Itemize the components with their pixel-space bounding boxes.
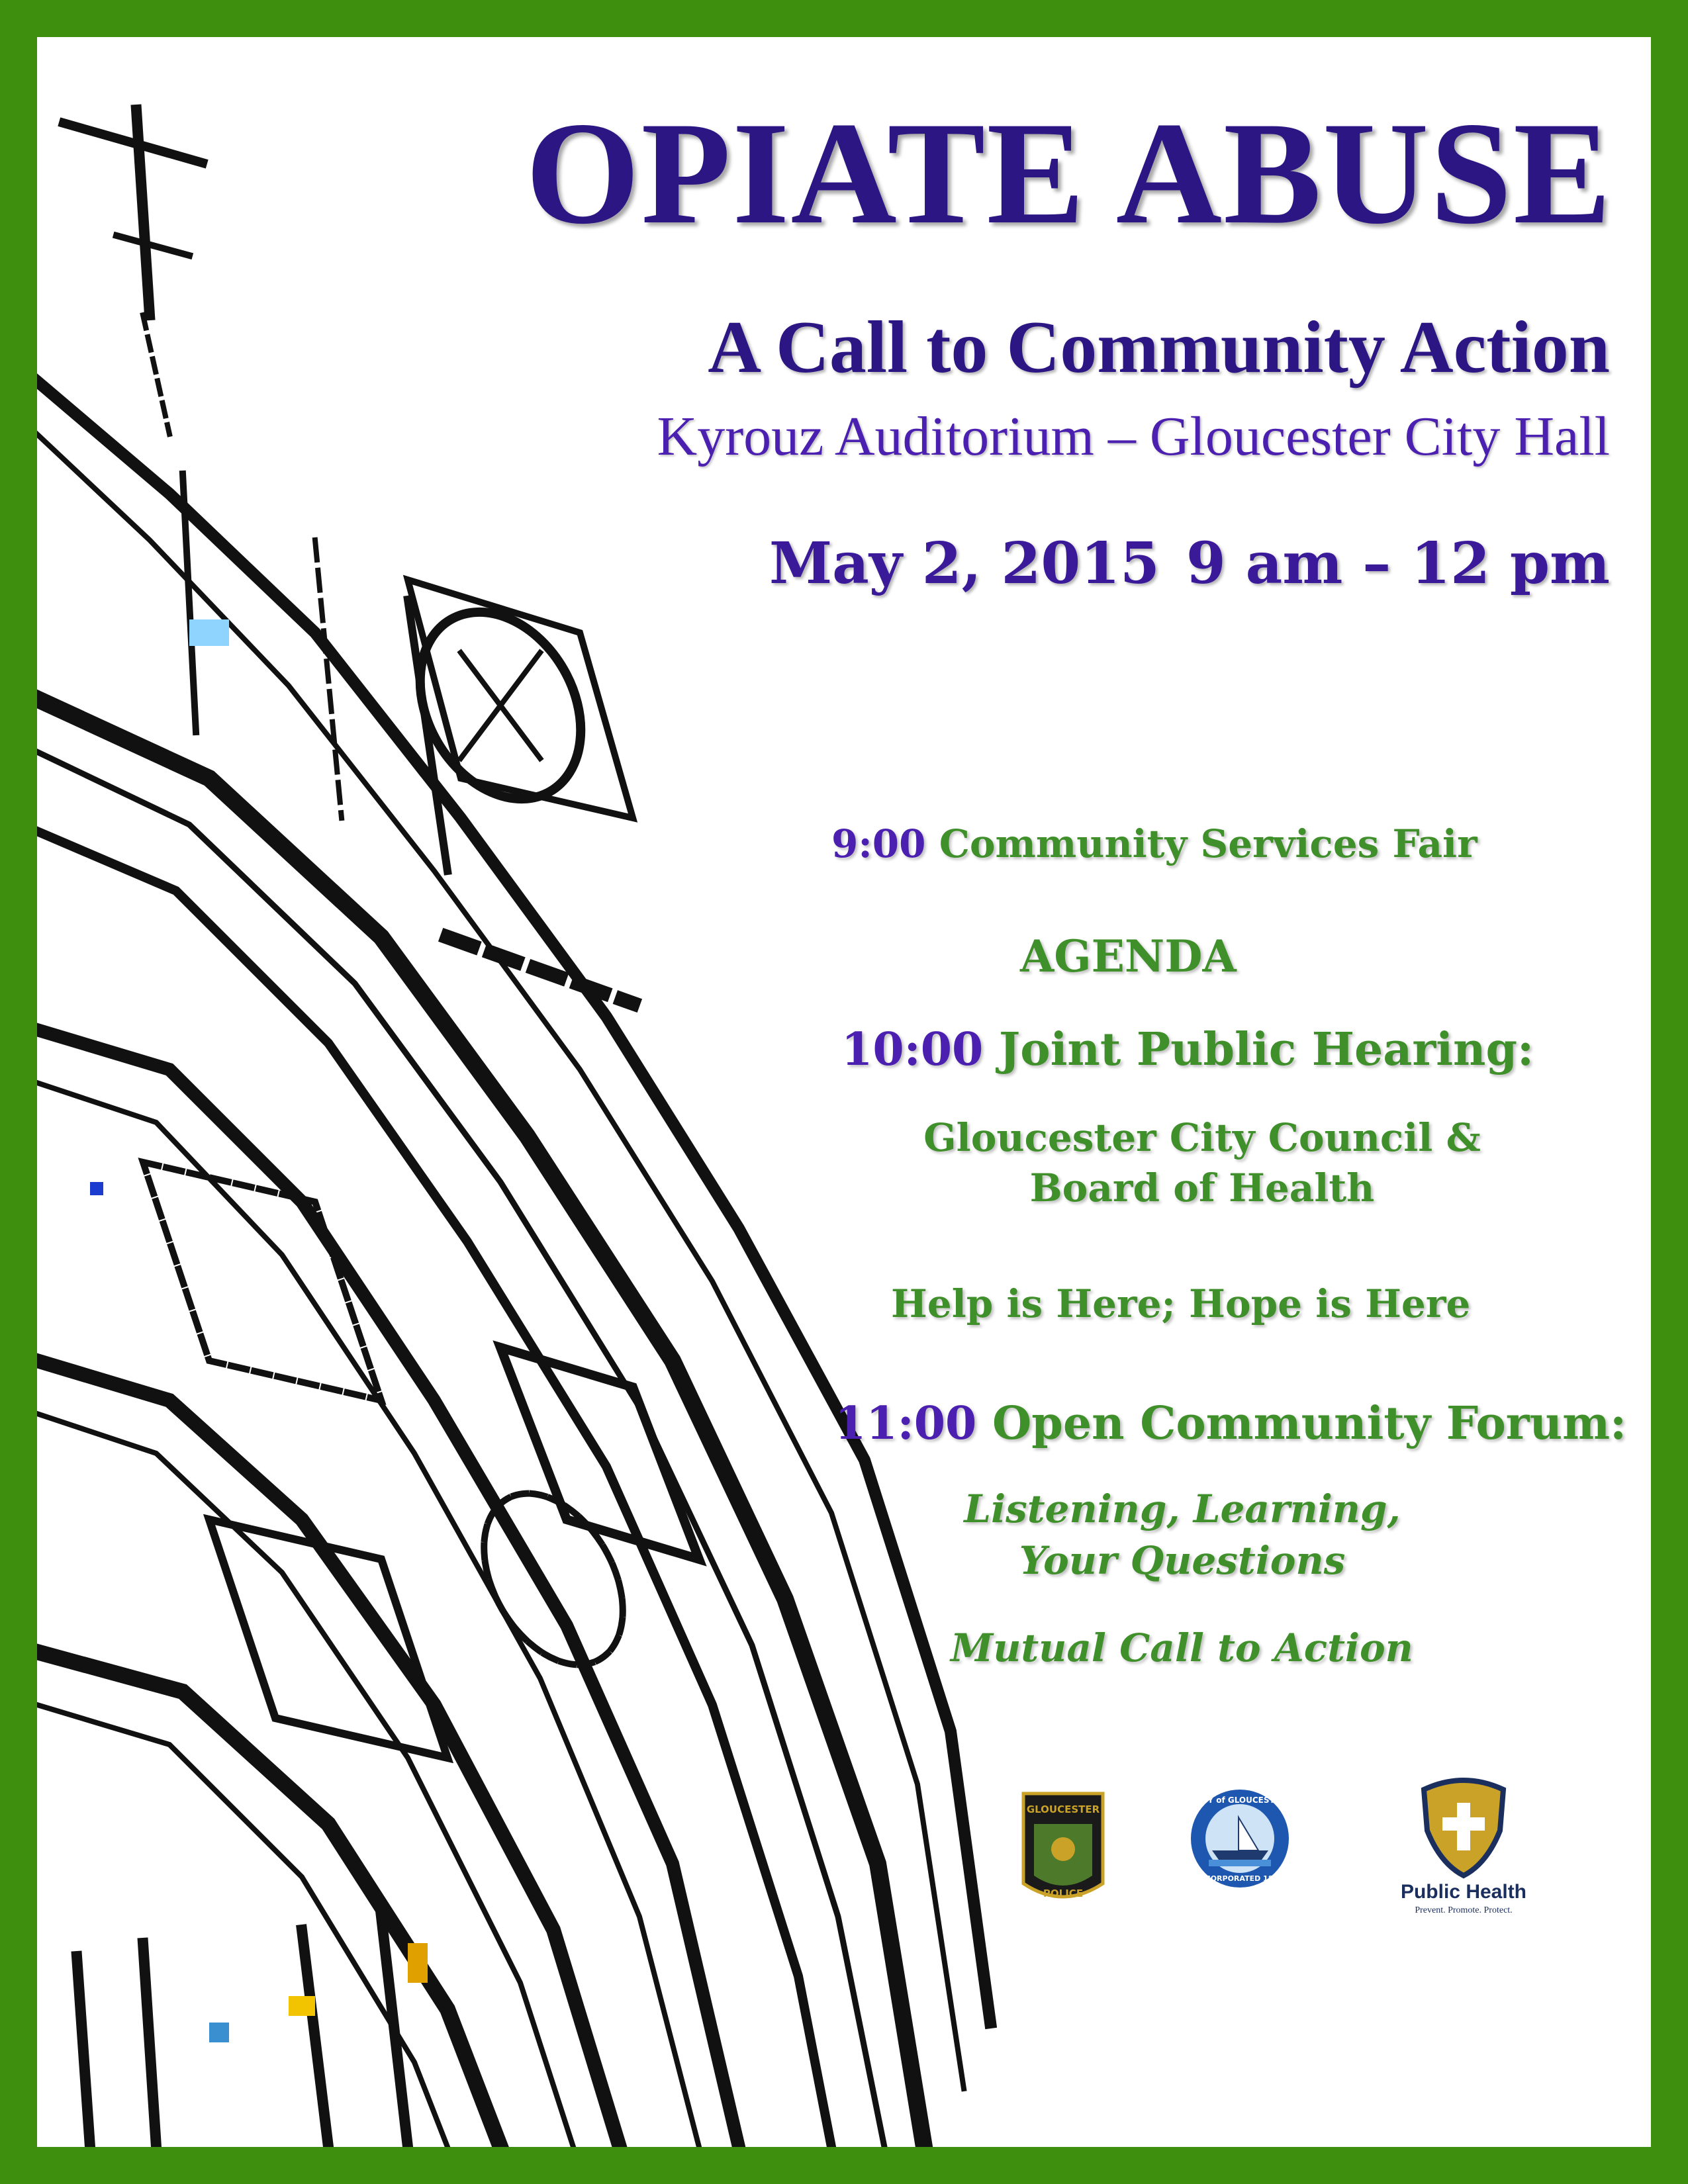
fair-time: 9:00 [831, 821, 926, 866]
hearing-detail-line1: Gloucester City Council & [923, 1115, 1481, 1160]
event-title: OPIATE ABUSE [525, 92, 1613, 255]
forum-time: 11:00 [835, 1397, 977, 1450]
police-badge-logo [1023, 1794, 1103, 1899]
tagline: Help is Here; Hope is Here [891, 1281, 1471, 1326]
hearing-label: Joint Public Hearing: [999, 1023, 1534, 1076]
public-health-logo [1401, 1780, 1526, 1915]
event-hours: 9 am – 12 pm [1186, 530, 1610, 597]
agenda-heading: AGENDA [1020, 931, 1237, 982]
flyer-page [37, 37, 1651, 2147]
public-health-slogan: Prevent. Promote. Protect. [1415, 1905, 1513, 1915]
event-venue: Kyrouz Auditorium – Gloucester City Hall [657, 406, 1610, 467]
city-seal-bottom-text: INCORPORATED 1873 [1196, 1874, 1284, 1883]
hearing-detail-line2: Board of Health [1029, 1165, 1375, 1210]
hearing-time: 10:00 [841, 1023, 984, 1076]
event-day: May 2, 2015 [769, 530, 1160, 597]
city-seal-top-text: CITY of GLOUCESTER [1193, 1796, 1287, 1805]
police-badge-top-text: GLOUCESTER [1026, 1803, 1100, 1815]
city-seal-logo [1191, 1790, 1289, 1888]
sponsor-logos [37, 37, 1651, 2147]
forum-closing: Mutual Call to Action [951, 1625, 1413, 1670]
forum-detail-line2: Your Questions [1019, 1538, 1346, 1583]
forum-detail-line1: Listening, Learning, [964, 1486, 1401, 1531]
police-badge-bottom-text: POLICE [1043, 1888, 1084, 1899]
forum-label: Open Community Forum: [992, 1397, 1627, 1450]
fair-label: Community Services Fair [939, 821, 1477, 866]
public-health-name: Public Health [1400, 1881, 1527, 1903]
event-subtitle: A Call to Community Action [708, 306, 1610, 388]
